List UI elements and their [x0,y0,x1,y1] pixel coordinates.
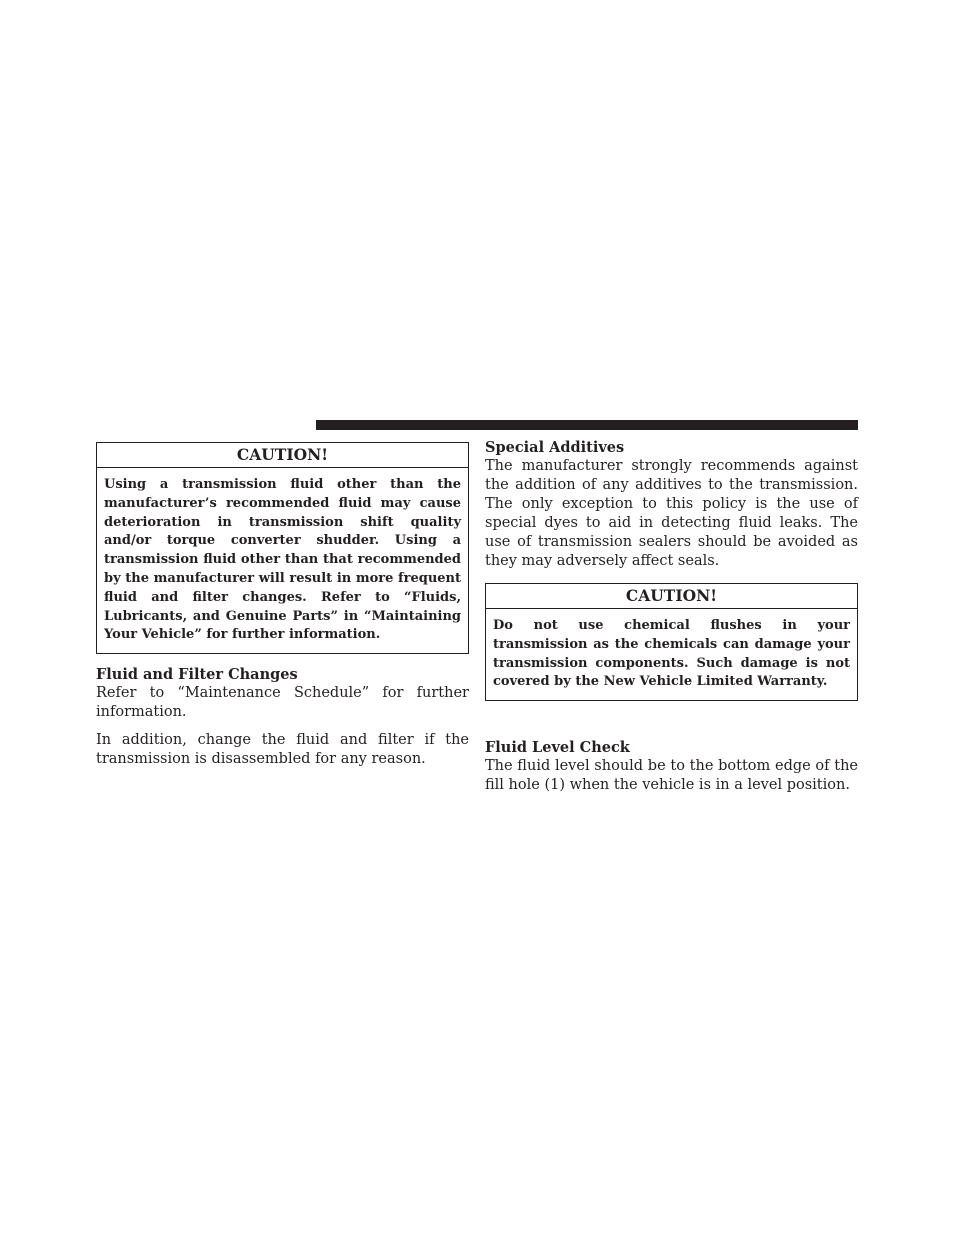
caution-box-chemical-flushes [485,583,858,701]
paragraph-disassembled: In addition, change the fluid and filter if the transmission is disassembled for any reason. [96,732,469,768]
caution-title: CAUTION! [486,584,857,609]
right-column [485,438,858,795]
section-heading-fluid-level-check: Fluid Level Check [485,739,630,757]
paragraph-fluid-level: The fluid level should be to the bottom edge of the fill hole (1) when the vehicle is in a level position. [485,758,858,794]
caution-title: CAUTION! [97,443,468,468]
paragraph-maintenance-schedule: Refer to “Maintenance Schedule” for further information. [96,685,469,721]
section-heading-special-additives: Special Additives [485,439,625,456]
left-column [96,442,469,769]
caution-text: Do not use chemical flushes in your transmission as the chemicals can damage your transmission components. Such damage is not covered by the New Vehicle Limited Warranty. [493,618,850,690]
caution-text: Using a transmission fluid other than the manufacturer’s recommended fluid may cause deterioration in transmission shift quality and/or torque converter shudder. Using a transmission fluid other than that recommended by the manufacturer will result in more frequent fluid and filter changes. Refer to “Fluids, Lubricants, and Genuine Parts” in “Maintaining Your Vehicle” for further information. [104,477,461,643]
paragraph-special-additives: The manufacturer strongly recommends against the addition of any additives to the transmission. The only exception to this policy is the use of special dyes to aid in detecting fluid leaks. The use of transmission sealers should be avoided as they may adversely affect seals. [485,458,858,569]
section-heading-fluid-filter-changes: Fluid and Filter Changes [96,666,298,684]
caution-box-transmission-fluid [96,442,469,654]
header-rule [316,420,858,430]
